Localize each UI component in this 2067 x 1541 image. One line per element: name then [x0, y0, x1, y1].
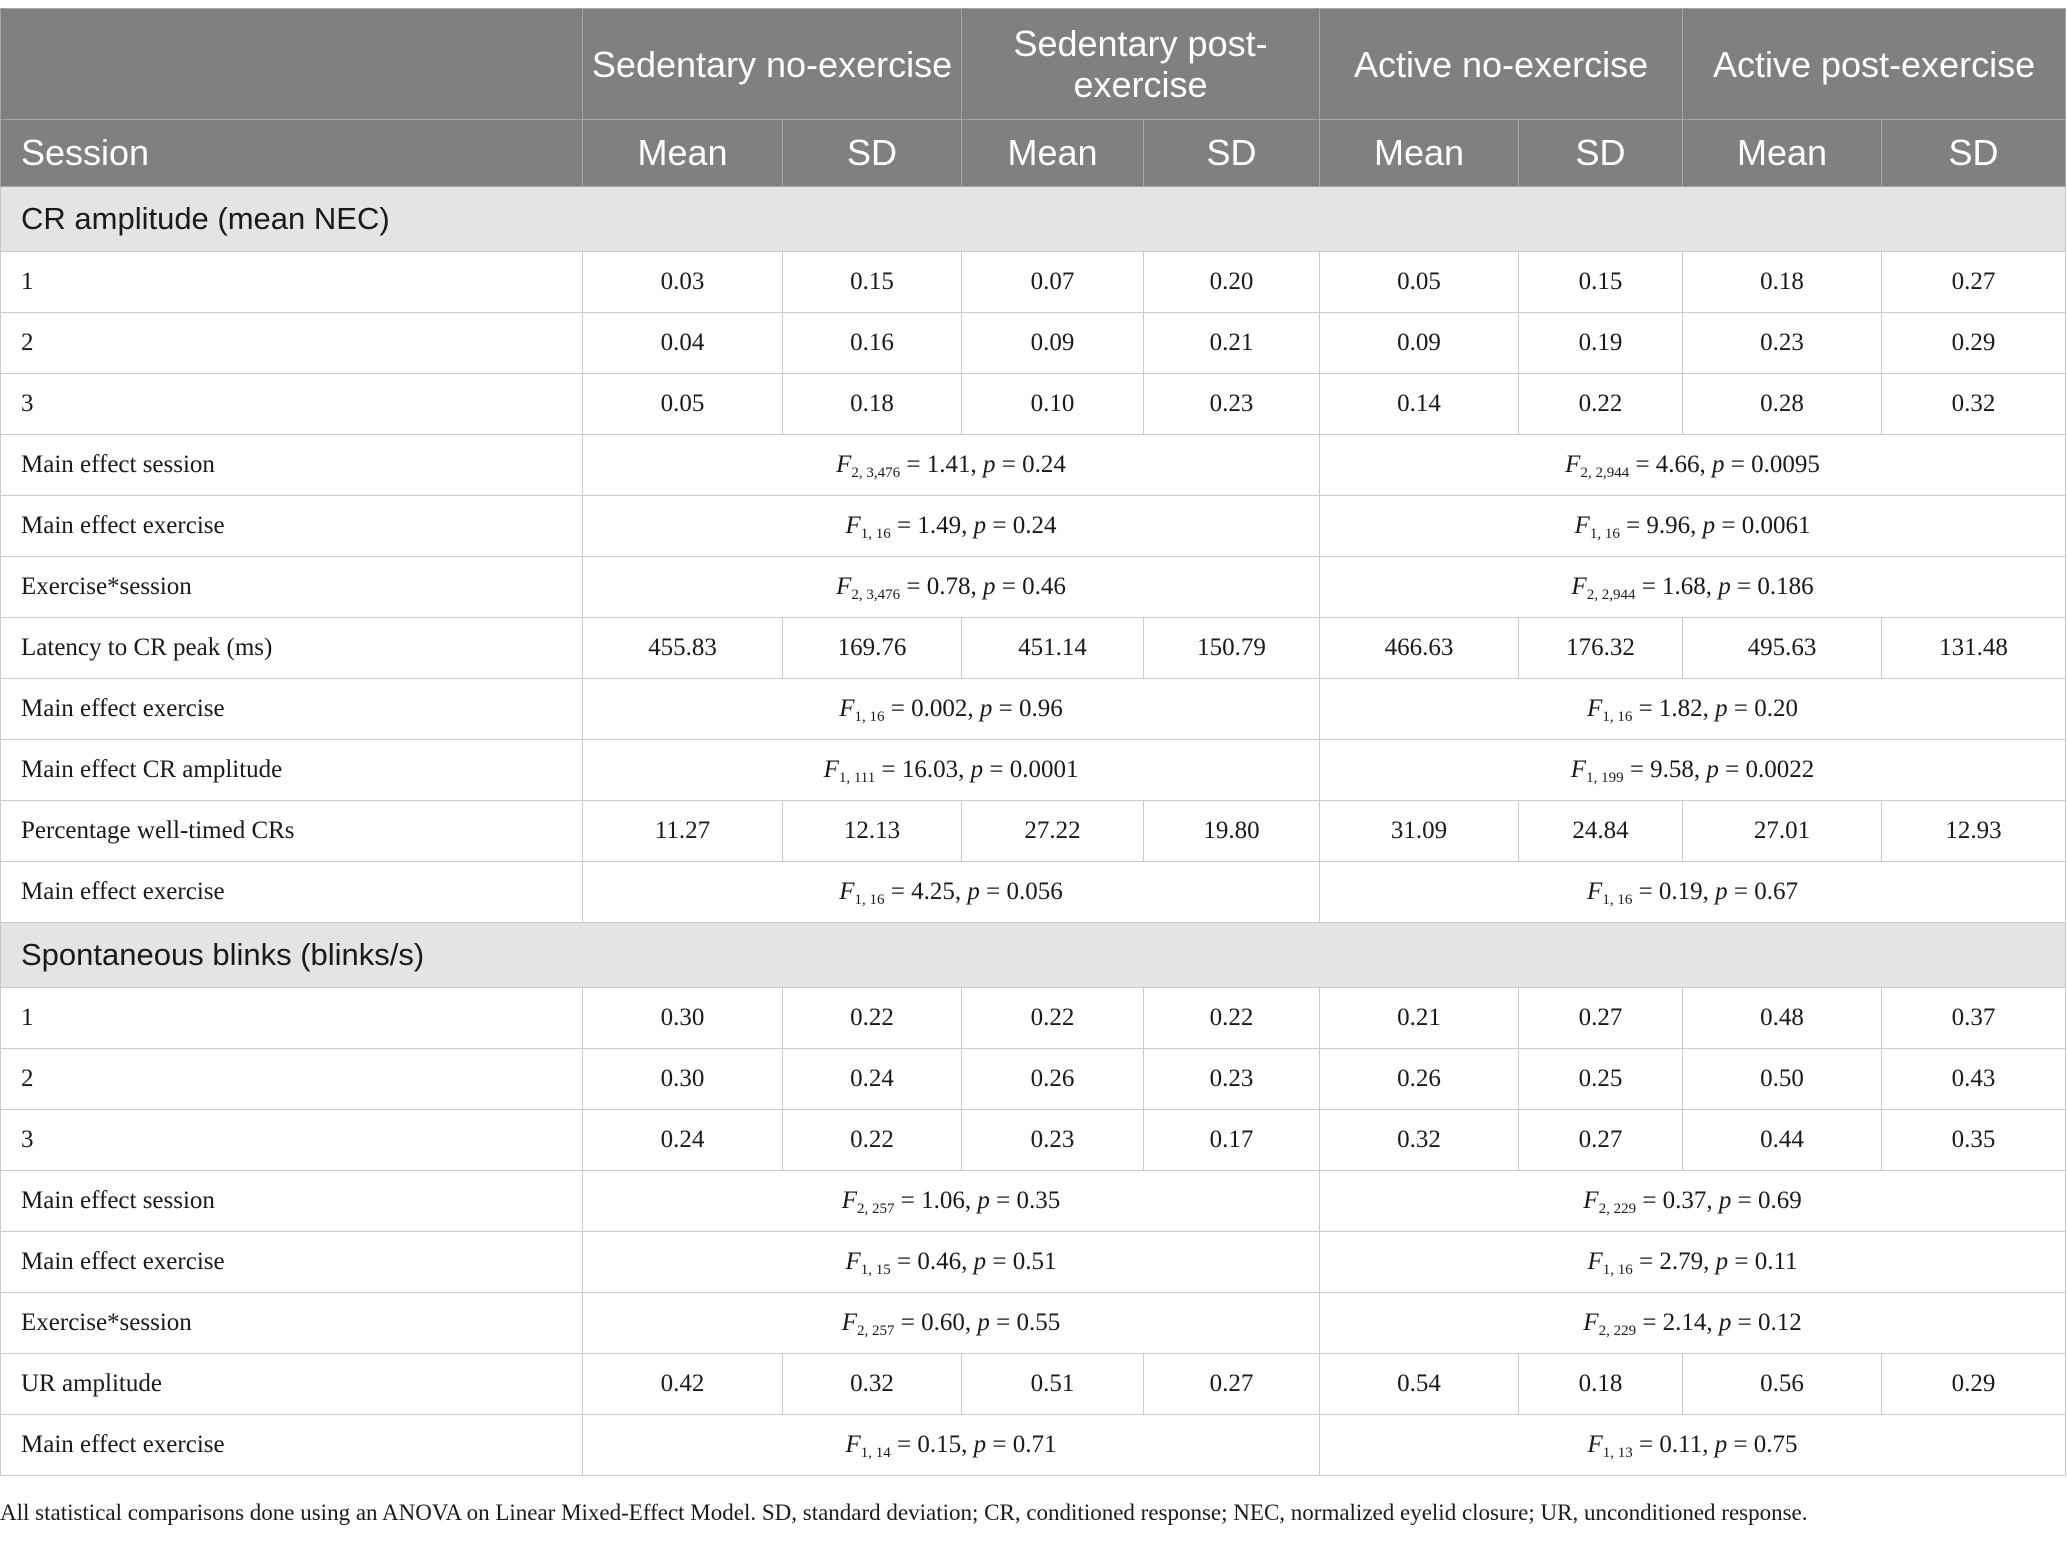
- f-symbol: F: [1587, 695, 1603, 722]
- p-symbol: p: [973, 512, 987, 539]
- p-value: = 0.0001: [983, 756, 1079, 783]
- stat-row: [1, 740, 2066, 801]
- sd-cell: 0.15: [783, 252, 962, 313]
- mean-cell: 0.54: [1320, 1354, 1519, 1415]
- row-label: Main effect exercise: [1, 862, 583, 923]
- mean-cell: 0.04: [583, 313, 783, 374]
- row-label: Main effect exercise: [1, 496, 583, 557]
- mean-cell: 0.22: [962, 988, 1144, 1049]
- mean-cell: 0.07: [962, 252, 1144, 313]
- stat-result-cell: [1320, 557, 2066, 618]
- data-row: [1, 1049, 2066, 1110]
- mean-cell: 0.18: [1683, 252, 1882, 313]
- f-value: = 0.19,: [1632, 878, 1716, 905]
- row-label: Main effect exercise: [1, 1232, 583, 1293]
- header-sd: SD: [1144, 120, 1320, 187]
- header-session: Session: [1, 120, 583, 187]
- p-value: = 0.0061: [1715, 512, 1811, 539]
- p-value: = 0.71: [986, 1431, 1057, 1458]
- f-value: = 4.25,: [884, 878, 968, 905]
- row-label: 2: [1, 1049, 583, 1110]
- mean-cell: 0.26: [962, 1049, 1144, 1110]
- mean-cell: 0.09: [962, 313, 1144, 374]
- sd-cell: 0.22: [783, 1110, 962, 1171]
- p-value: = 0.056: [979, 878, 1063, 905]
- f-value: = 2.14,: [1636, 1309, 1719, 1336]
- f-symbol: F: [845, 512, 861, 539]
- p-symbol: p: [973, 1248, 987, 1275]
- p-symbol: p: [967, 878, 980, 905]
- sd-cell: 0.27: [1882, 252, 2066, 313]
- header-mean: Mean: [1320, 120, 1519, 187]
- p-symbol: p: [1715, 695, 1728, 722]
- f-value: = 0.002,: [884, 695, 980, 722]
- sd-cell: 12.13: [783, 801, 962, 862]
- f-symbol: F: [841, 1309, 858, 1336]
- p-symbol: p: [983, 573, 996, 600]
- mean-cell: 0.28: [1683, 374, 1882, 435]
- stat-result-cell: [583, 435, 1320, 496]
- degrees-of-freedom: 1, 16: [1602, 892, 1633, 908]
- degrees-of-freedom: 1, 16: [1589, 526, 1620, 542]
- p-symbol: p: [1702, 512, 1716, 539]
- stat-result-cell: [1320, 1171, 2066, 1232]
- degrees-of-freedom: 2, 229: [1598, 1201, 1637, 1217]
- sd-cell: 0.23: [1144, 374, 1320, 435]
- mean-cell: 27.01: [1683, 801, 1882, 862]
- mean-cell: 0.05: [1320, 252, 1519, 313]
- p-value: = 0.51: [986, 1248, 1057, 1275]
- row-label: 1: [1, 988, 583, 1049]
- mean-cell: 0.09: [1320, 313, 1519, 374]
- stat-result-cell: [583, 862, 1320, 923]
- data-row: [1, 252, 2066, 313]
- p-value: = 0.35: [989, 1187, 1061, 1214]
- stat-result-cell: [583, 496, 1320, 557]
- sd-cell: 0.27: [1144, 1354, 1320, 1415]
- stat-result-cell: [583, 740, 1320, 801]
- stat-row: [1, 496, 2066, 557]
- sd-cell: 0.37: [1882, 988, 2066, 1049]
- p-symbol: p: [979, 695, 993, 722]
- p-value: = 0.24: [995, 451, 1066, 478]
- header-group-active-post-exercise: Active post-exercise: [1683, 9, 2066, 120]
- header-mean: Mean: [583, 120, 783, 187]
- f-symbol: F: [841, 1187, 858, 1214]
- p-symbol: p: [973, 1431, 987, 1458]
- data-row: [1, 618, 2066, 679]
- p-value: = 0.24: [986, 512, 1057, 539]
- header-sd: SD: [783, 120, 962, 187]
- degrees-of-freedom: 2, 2,944: [1586, 587, 1636, 603]
- header-sd: SD: [1882, 120, 2066, 187]
- sd-cell: 176.32: [1519, 618, 1683, 679]
- stat-row: [1, 679, 2066, 740]
- table-body: [1, 187, 2066, 1476]
- f-value: = 0.15,: [890, 1431, 974, 1458]
- sd-cell: 0.18: [783, 374, 962, 435]
- sd-cell: 0.32: [783, 1354, 962, 1415]
- mean-cell: 0.51: [962, 1354, 1144, 1415]
- p-symbol: p: [977, 1187, 990, 1214]
- f-value: = 16.03,: [875, 756, 971, 783]
- sd-cell: 0.27: [1519, 1110, 1683, 1171]
- p-symbol: p: [1715, 878, 1728, 905]
- stat-result-cell: [583, 1415, 1320, 1476]
- p-value: = 0.12: [1731, 1309, 1802, 1336]
- p-value: = 0.96: [992, 695, 1063, 722]
- mean-cell: 27.22: [962, 801, 1144, 862]
- p-value: = 0.0022: [1718, 756, 1815, 783]
- data-row: [1, 1110, 2066, 1171]
- f-symbol: F: [839, 878, 855, 905]
- row-label: UR amplitude: [1, 1354, 583, 1415]
- sd-cell: 0.19: [1519, 313, 1683, 374]
- p-symbol: p: [970, 756, 984, 783]
- p-value: = 0.69: [1731, 1187, 1802, 1214]
- f-value: = 0.46,: [890, 1248, 974, 1275]
- mean-cell: 0.42: [583, 1354, 783, 1415]
- stat-row: [1, 1415, 2066, 1476]
- degrees-of-freedom: 1, 199: [1586, 770, 1624, 786]
- p-symbol: p: [1718, 1187, 1732, 1214]
- sd-cell: 0.27: [1519, 988, 1683, 1049]
- sd-cell: 0.32: [1882, 374, 2066, 435]
- header-row-stats: [1, 120, 2066, 187]
- sd-cell: 0.29: [1882, 1354, 2066, 1415]
- header-mean: Mean: [1683, 120, 1882, 187]
- f-value: = 4.66,: [1629, 451, 1713, 478]
- mean-cell: 0.56: [1683, 1354, 1882, 1415]
- results-table: [0, 8, 2066, 1476]
- stat-result-cell: [1320, 862, 2066, 923]
- row-label: Latency to CR peak (ms): [1, 618, 583, 679]
- p-symbol: p: [1706, 756, 1719, 783]
- mean-cell: 466.63: [1320, 618, 1519, 679]
- mean-cell: 0.30: [583, 988, 783, 1049]
- data-row: [1, 1354, 2066, 1415]
- stat-result-cell: [583, 679, 1320, 740]
- f-value: = 0.78,: [900, 573, 984, 600]
- header-blank-cell: [1, 9, 583, 120]
- stat-result-cell: [1320, 1293, 2066, 1354]
- f-symbol: F: [1583, 1187, 1599, 1214]
- degrees-of-freedom: 1, 16: [854, 709, 885, 725]
- stat-result-cell: [1320, 1415, 2066, 1476]
- f-value: = 0.11,: [1632, 1431, 1715, 1458]
- data-row: [1, 988, 2066, 1049]
- section-title: Spontaneous blinks (blinks/s): [1, 923, 2066, 988]
- stat-result-cell: [583, 1293, 1320, 1354]
- f-value: = 1.49,: [890, 512, 974, 539]
- p-symbol: p: [1714, 1431, 1728, 1458]
- data-row: [1, 374, 2066, 435]
- row-label: Main effect exercise: [1, 1415, 583, 1476]
- sd-cell: 0.16: [783, 313, 962, 374]
- section-title: CR amplitude (mean NEC): [1, 187, 2066, 252]
- f-value: = 0.60,: [894, 1309, 978, 1336]
- f-value: = 1.06,: [894, 1187, 978, 1214]
- degrees-of-freedom: 1, 16: [1602, 709, 1633, 725]
- degrees-of-freedom: 2, 3,476: [851, 587, 901, 603]
- stat-row: [1, 557, 2066, 618]
- mean-cell: 451.14: [962, 618, 1144, 679]
- f-symbol: F: [836, 573, 852, 600]
- f-symbol: F: [1571, 573, 1587, 600]
- sd-cell: 169.76: [783, 618, 962, 679]
- f-symbol: F: [839, 695, 855, 722]
- row-label: Main effect exercise: [1, 679, 583, 740]
- stat-result-cell: [1320, 679, 2066, 740]
- p-value: = 0.20: [1727, 695, 1799, 722]
- p-value: = 0.0095: [1724, 451, 1820, 478]
- sd-cell: 0.23: [1144, 1049, 1320, 1110]
- mean-cell: 0.50: [1683, 1049, 1882, 1110]
- sd-cell: 0.43: [1882, 1049, 2066, 1110]
- mean-cell: 31.09: [1320, 801, 1519, 862]
- p-value: = 0.55: [989, 1309, 1061, 1336]
- f-symbol: F: [845, 1431, 861, 1458]
- data-row: [1, 313, 2066, 374]
- mean-cell: 455.83: [583, 618, 783, 679]
- f-symbol: F: [1583, 1309, 1599, 1336]
- f-symbol: F: [1587, 1248, 1603, 1275]
- sd-cell: 0.18: [1519, 1354, 1683, 1415]
- section-header-row: [1, 923, 2066, 988]
- sd-cell: 0.35: [1882, 1110, 2066, 1171]
- p-symbol: p: [1712, 451, 1725, 478]
- degrees-of-freedom: 1, 16: [1602, 1262, 1633, 1278]
- f-symbol: F: [1570, 756, 1587, 783]
- f-value: = 2.79,: [1632, 1248, 1716, 1275]
- sd-cell: 131.48: [1882, 618, 2066, 679]
- f-symbol: F: [823, 756, 839, 783]
- p-value: = 0.186: [1730, 573, 1814, 600]
- mean-cell: 0.05: [583, 374, 783, 435]
- sd-cell: 0.24: [783, 1049, 962, 1110]
- f-value: = 0.37,: [1636, 1187, 1719, 1214]
- stat-result-cell: [583, 557, 1320, 618]
- mean-cell: 0.24: [583, 1110, 783, 1171]
- f-symbol: F: [845, 1248, 861, 1275]
- row-label: 3: [1, 374, 583, 435]
- header-group-sedentary-post-exercise: Sedentary post-exercise: [962, 9, 1320, 120]
- row-label: Exercise*session: [1, 557, 583, 618]
- sd-cell: 24.84: [1519, 801, 1683, 862]
- f-symbol: F: [1574, 512, 1590, 539]
- sd-cell: 0.21: [1144, 313, 1320, 374]
- degrees-of-freedom: 1, 16: [860, 526, 891, 542]
- mean-cell: 11.27: [583, 801, 783, 862]
- sd-cell: 0.22: [1144, 988, 1320, 1049]
- header-mean: Mean: [962, 120, 1144, 187]
- header-row-groups: [1, 9, 2066, 120]
- p-value: = 0.75: [1727, 1431, 1798, 1458]
- p-symbol: p: [977, 1309, 990, 1336]
- stat-result-cell: [1320, 496, 2066, 557]
- sd-cell: 0.15: [1519, 252, 1683, 313]
- section-header-row: [1, 187, 2066, 252]
- row-label: 2: [1, 313, 583, 374]
- mean-cell: 0.23: [1683, 313, 1882, 374]
- degrees-of-freedom: 2, 3,476: [851, 465, 901, 481]
- stat-result-cell: [583, 1171, 1320, 1232]
- mean-cell: 0.03: [583, 252, 783, 313]
- degrees-of-freedom: 1, 111: [838, 770, 876, 786]
- sd-cell: 0.22: [783, 988, 962, 1049]
- p-value: = 0.46: [995, 573, 1066, 600]
- row-label: Main effect session: [1, 1171, 583, 1232]
- mean-cell: 0.14: [1320, 374, 1519, 435]
- f-value: = 9.58,: [1623, 756, 1707, 783]
- row-label: 1: [1, 252, 583, 313]
- stat-result-cell: [1320, 740, 2066, 801]
- stat-row: [1, 1171, 2066, 1232]
- stat-row: [1, 862, 2066, 923]
- sd-cell: 12.93: [1882, 801, 2066, 862]
- mean-cell: 0.23: [962, 1110, 1144, 1171]
- p-symbol: p: [1718, 573, 1731, 600]
- sd-cell: 0.22: [1519, 374, 1683, 435]
- sd-cell: 0.25: [1519, 1049, 1683, 1110]
- sd-cell: 19.80: [1144, 801, 1320, 862]
- f-value: = 1.41,: [900, 451, 984, 478]
- degrees-of-freedom: 2, 257: [857, 1323, 895, 1339]
- mean-cell: 0.44: [1683, 1110, 1882, 1171]
- degrees-of-freedom: 1, 14: [860, 1445, 891, 1461]
- f-value: = 9.96,: [1619, 512, 1703, 539]
- p-symbol: p: [1715, 1248, 1729, 1275]
- row-label: Main effect CR amplitude: [1, 740, 583, 801]
- f-symbol: F: [836, 451, 852, 478]
- stat-row: [1, 435, 2066, 496]
- row-label: Main effect session: [1, 435, 583, 496]
- degrees-of-freedom: 2, 229: [1598, 1323, 1637, 1339]
- p-symbol: p: [983, 451, 996, 478]
- mean-cell: 0.26: [1320, 1049, 1519, 1110]
- stat-result-cell: [1320, 435, 2066, 496]
- degrees-of-freedom: 2, 2,944: [1580, 465, 1630, 481]
- degrees-of-freedom: 1, 16: [854, 892, 885, 908]
- f-symbol: F: [1565, 451, 1581, 478]
- row-label: 3: [1, 1110, 583, 1171]
- f-symbol: F: [1587, 1431, 1603, 1458]
- data-row: [1, 801, 2066, 862]
- mean-cell: 0.30: [583, 1049, 783, 1110]
- sd-cell: 0.17: [1144, 1110, 1320, 1171]
- results-table-container: [0, 8, 2065, 1476]
- header-group-sedentary-no-exercise: Sedentary no-exercise: [583, 9, 962, 120]
- degrees-of-freedom: 1, 15: [860, 1262, 891, 1278]
- row-label: Percentage well-timed CRs: [1, 801, 583, 862]
- stat-row: [1, 1293, 2066, 1354]
- p-value: = 0.67: [1727, 878, 1799, 905]
- f-symbol: F: [1587, 878, 1603, 905]
- degrees-of-freedom: 2, 257: [857, 1201, 895, 1217]
- mean-cell: 0.10: [962, 374, 1144, 435]
- mean-cell: 0.48: [1683, 988, 1882, 1049]
- stat-row: [1, 1232, 2066, 1293]
- mean-cell: 0.32: [1320, 1110, 1519, 1171]
- header-group-active-no-exercise: Active no-exercise: [1320, 9, 1683, 120]
- header-sd: SD: [1519, 120, 1683, 187]
- p-symbol: p: [1718, 1309, 1732, 1336]
- stat-result-cell: [583, 1232, 1320, 1293]
- f-value: = 1.68,: [1635, 573, 1719, 600]
- table-footnote: All statistical comparisons done using an ANOVA on Linear Mixed-Effect Model. SD, standard deviation; CR, conditioned response; NEC, normalized eyelid closure; UR, unconditioned response.: [0, 1500, 1808, 1525]
- mean-cell: 495.63: [1683, 618, 1882, 679]
- degrees-of-freedom: 1, 13: [1602, 1445, 1633, 1461]
- row-label: Exercise*session: [1, 1293, 583, 1354]
- stat-result-cell: [1320, 1232, 2066, 1293]
- sd-cell: 150.79: [1144, 618, 1320, 679]
- sd-cell: 0.20: [1144, 252, 1320, 313]
- sd-cell: 0.29: [1882, 313, 2066, 374]
- f-value: = 1.82,: [1632, 695, 1716, 722]
- p-value: = 0.11: [1728, 1248, 1798, 1275]
- mean-cell: 0.21: [1320, 988, 1519, 1049]
